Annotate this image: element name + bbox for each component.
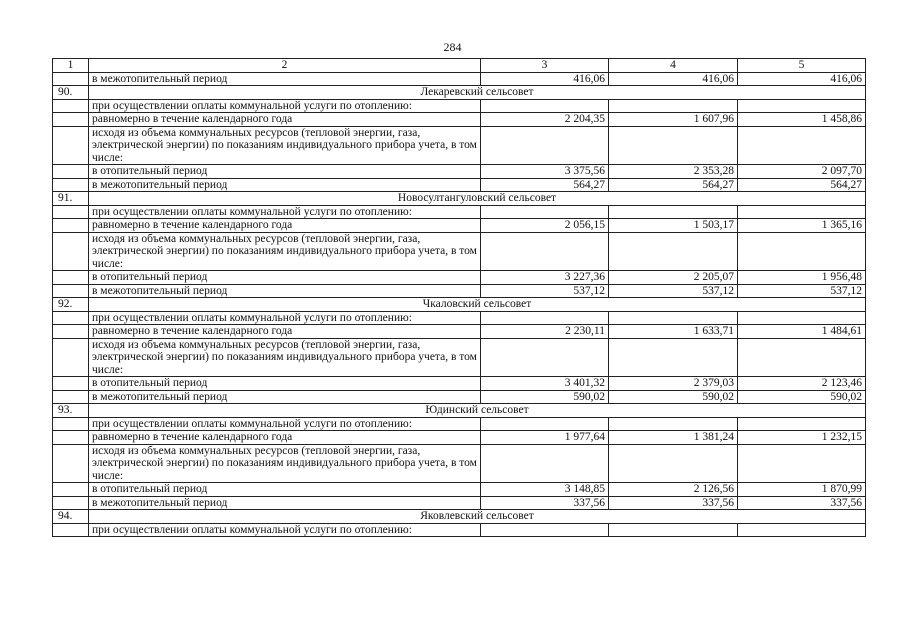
value-cell	[738, 232, 866, 271]
row-label: при осуществлении оплаты коммунальной услуги по отоплению:	[89, 523, 481, 537]
value-cell: 564,27	[609, 178, 738, 192]
value-cell	[609, 205, 738, 219]
row-label: равномерно в течение календарного года	[89, 325, 481, 339]
header-cell: 4	[609, 59, 738, 73]
row-number-cell	[53, 205, 89, 219]
value-cell: 537,12	[738, 284, 866, 298]
non-heating-row	[53, 496, 866, 510]
value-cell: 590,02	[738, 390, 866, 404]
value-cell: 3 148,85	[481, 483, 609, 497]
value-cell: 3 227,36	[481, 271, 609, 285]
non-heating-row	[53, 390, 866, 404]
value-cell: 2 379,03	[609, 377, 738, 391]
value-cell: 337,56	[609, 496, 738, 510]
row-number-cell: 93.	[53, 404, 89, 418]
row-number-cell	[53, 232, 89, 271]
row-number-cell: 90.	[53, 86, 89, 100]
value-cell: 564,27	[481, 178, 609, 192]
value-cell: 416,06	[609, 72, 738, 86]
row-label: исходя из объема коммунальных ресурсов (тепловой энергии, газа, электрической энергии) по показаниям индивидуального прибора учета, в том числе:	[89, 444, 481, 483]
value-cell	[609, 126, 738, 165]
value-cell	[609, 417, 738, 431]
row-number-cell	[53, 390, 89, 404]
continuation-row	[53, 72, 866, 86]
header-cell: 5	[738, 59, 866, 73]
value-cell: 1 381,24	[609, 431, 738, 445]
tariff-table-body	[53, 59, 866, 537]
value-cell	[609, 232, 738, 271]
row-number-cell	[53, 496, 89, 510]
value-cell	[481, 311, 609, 325]
payment-label-row	[53, 205, 866, 219]
value-cell: 2 123,46	[738, 377, 866, 391]
row-number-cell	[53, 444, 89, 483]
row-number-cell	[53, 325, 89, 339]
row-label: равномерно в течение календарного года	[89, 113, 481, 127]
payment-label-row	[53, 523, 866, 537]
value-cell: 1 458,86	[738, 113, 866, 127]
value-cell: 1 232,15	[738, 431, 866, 445]
value-cell: 1 977,64	[481, 431, 609, 445]
council-row	[53, 404, 866, 418]
meter-label-row	[53, 338, 866, 377]
value-cell	[481, 99, 609, 113]
value-cell	[738, 523, 866, 537]
value-cell	[481, 126, 609, 165]
value-cell: 590,02	[609, 390, 738, 404]
row-label: при осуществлении оплаты коммунальной услуги по отоплению:	[89, 205, 481, 219]
row-number-cell	[53, 311, 89, 325]
value-cell	[609, 99, 738, 113]
value-cell: 2 126,56	[609, 483, 738, 497]
row-number-cell	[53, 483, 89, 497]
tariff-table	[52, 58, 866, 537]
row-label: равномерно в течение календарного года	[89, 219, 481, 233]
row-label: исходя из объема коммунальных ресурсов (тепловой энергии, газа, электрической энергии) по показаниям индивидуального прибора учета, в том числе:	[89, 232, 481, 271]
row-number-cell	[53, 178, 89, 192]
value-cell	[481, 205, 609, 219]
value-cell: 2 230,11	[481, 325, 609, 339]
value-cell: 537,12	[481, 284, 609, 298]
council-name: Яковлевский сельсовет	[89, 510, 866, 524]
payment-label-row	[53, 311, 866, 325]
uniform-row	[53, 219, 866, 233]
value-cell	[481, 523, 609, 537]
value-cell	[738, 311, 866, 325]
page-number: 284	[443, 40, 462, 54]
value-cell	[738, 417, 866, 431]
meter-label-row	[53, 444, 866, 483]
row-label: исходя из объема коммунальных ресурсов (тепловой энергии, газа, электрической энергии) по показаниям индивидуального прибора учета, в том числе:	[89, 126, 481, 165]
value-cell: 537,12	[609, 284, 738, 298]
heating-row	[53, 377, 866, 391]
value-cell	[738, 99, 866, 113]
value-cell	[481, 232, 609, 271]
value-cell	[609, 338, 738, 377]
header-row	[53, 59, 866, 73]
non-heating-row	[53, 284, 866, 298]
row-label: при осуществлении оплаты коммунальной услуги по отоплению:	[89, 99, 481, 113]
row-number-cell	[53, 431, 89, 445]
council-row	[53, 298, 866, 312]
value-cell: 3 401,32	[481, 377, 609, 391]
header-cell: 1	[53, 59, 89, 73]
row-number-cell	[53, 165, 89, 179]
value-cell: 337,56	[481, 496, 609, 510]
row-number-cell	[53, 113, 89, 127]
row-label: в межотопительный период	[89, 178, 481, 192]
value-cell: 337,56	[738, 496, 866, 510]
payment-label-row	[53, 417, 866, 431]
row-number-cell	[53, 284, 89, 298]
value-cell: 1 365,16	[738, 219, 866, 233]
value-cell: 416,06	[738, 72, 866, 86]
header-cell: 2	[89, 59, 481, 73]
row-label: в отопительный период	[89, 271, 481, 285]
row-number-cell	[53, 126, 89, 165]
row-number-cell	[53, 523, 89, 537]
row-label: в межотопительный период	[89, 284, 481, 298]
row-number-cell	[53, 417, 89, 431]
non-heating-row	[53, 178, 866, 192]
uniform-row	[53, 113, 866, 127]
value-cell: 1 503,17	[609, 219, 738, 233]
row-label: в отопительный период	[89, 483, 481, 497]
value-cell: 1 607,96	[609, 113, 738, 127]
council-row	[53, 510, 866, 524]
meter-label-row	[53, 232, 866, 271]
row-label: в отопительный период	[89, 165, 481, 179]
value-cell: 2 097,70	[738, 165, 866, 179]
row-label: равномерно в течение календарного года	[89, 431, 481, 445]
heating-row	[53, 271, 866, 285]
row-label: в отопительный период	[89, 377, 481, 391]
row-label: в межотопительный период	[89, 390, 481, 404]
heating-row	[53, 483, 866, 497]
value-cell: 590,02	[481, 390, 609, 404]
row-label: в межотопительный период	[89, 496, 481, 510]
row-number-cell: 91.	[53, 192, 89, 206]
value-cell: 2 204,35	[481, 113, 609, 127]
value-cell: 1 484,61	[738, 325, 866, 339]
row-label: в межотопительный период	[89, 72, 481, 86]
row-label: исходя из объема коммунальных ресурсов (тепловой энергии, газа, электрической энергии) по показаниям индивидуального прибора учета, в том числе:	[89, 338, 481, 377]
council-row	[53, 192, 866, 206]
council-name: Новосултангуловский сельсовет	[89, 192, 866, 206]
payment-label-row	[53, 99, 866, 113]
row-number-cell	[53, 271, 89, 285]
row-number-cell	[53, 338, 89, 377]
value-cell	[609, 311, 738, 325]
row-number-cell	[53, 219, 89, 233]
value-cell: 2 353,28	[609, 165, 738, 179]
value-cell	[738, 444, 866, 483]
row-number-cell: 94.	[53, 510, 89, 524]
value-cell: 3 375,56	[481, 165, 609, 179]
value-cell: 564,27	[738, 178, 866, 192]
value-cell: 1 633,71	[609, 325, 738, 339]
council-name: Чкаловский сельсовет	[89, 298, 866, 312]
council-row	[53, 86, 866, 100]
value-cell	[738, 205, 866, 219]
council-name: Лекаревский сельсовет	[89, 86, 866, 100]
row-label: при осуществлении оплаты коммунальной услуги по отоплению:	[89, 417, 481, 431]
row-number-cell	[53, 99, 89, 113]
row-number-cell: 92.	[53, 298, 89, 312]
value-cell: 2 205,07	[609, 271, 738, 285]
value-cell: 1 870,99	[738, 483, 866, 497]
row-number-cell	[53, 377, 89, 391]
value-cell	[738, 338, 866, 377]
value-cell	[481, 338, 609, 377]
council-name: Юдинский сельсовет	[89, 404, 866, 418]
value-cell	[609, 444, 738, 483]
value-cell: 1 956,48	[738, 271, 866, 285]
value-cell	[609, 523, 738, 537]
value-cell	[738, 126, 866, 165]
meter-label-row	[53, 126, 866, 165]
row-number-cell	[53, 72, 89, 86]
value-cell: 2 056,15	[481, 219, 609, 233]
uniform-row	[53, 431, 866, 445]
value-cell	[481, 444, 609, 483]
heating-row	[53, 165, 866, 179]
header-cell: 3	[481, 59, 609, 73]
row-label: при осуществлении оплаты коммунальной услуги по отоплению:	[89, 311, 481, 325]
value-cell	[481, 417, 609, 431]
value-cell: 416,06	[481, 72, 609, 86]
uniform-row	[53, 325, 866, 339]
